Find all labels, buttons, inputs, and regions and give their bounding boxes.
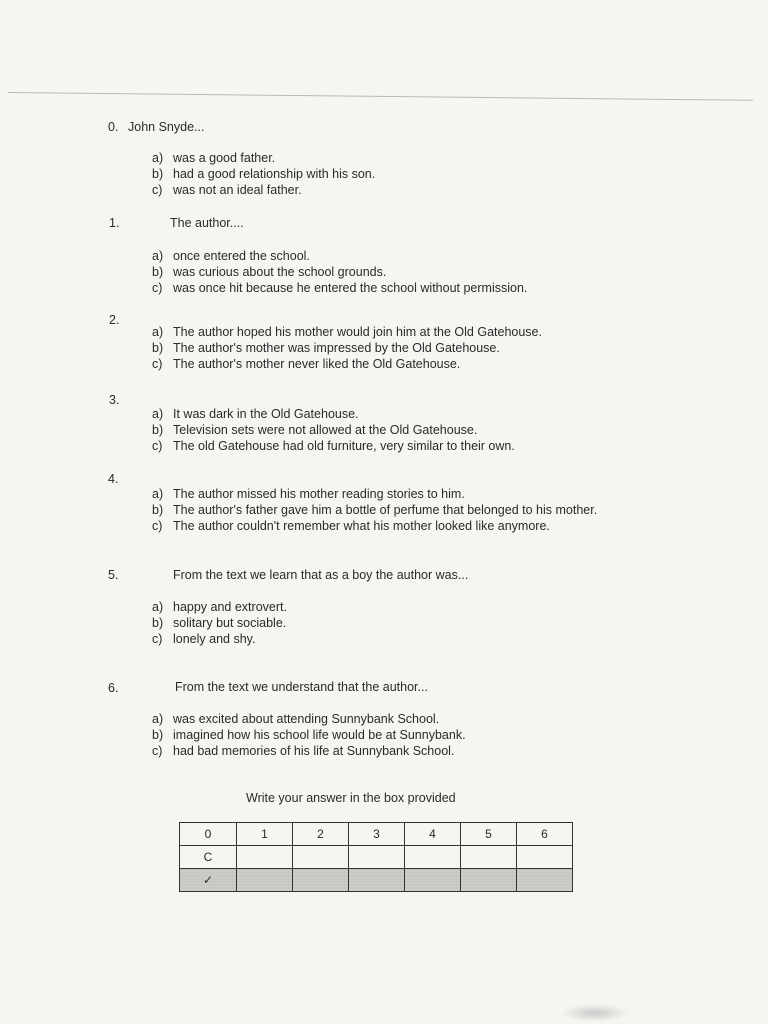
option-list <box>152 711 466 759</box>
header-cell-4: 4 <box>405 823 461 846</box>
option-b: b) imagined how his school life would be at Sunnybank. <box>152 728 466 742</box>
option-c: c) had bad memories of his life at Sunnybank School. <box>152 744 455 758</box>
header-cell-0: 0 <box>180 823 237 846</box>
question-number: 2. <box>109 313 120 327</box>
question-number: 0. <box>108 120 119 134</box>
option-b: b) The author's mother was impressed by the Old Gatehouse. <box>152 341 500 355</box>
answer-table-mark-row <box>180 869 573 892</box>
option-c: c) lonely and shy. <box>152 632 256 646</box>
option-c: c) was once hit because he entered the school without permission. <box>152 281 528 295</box>
header-cell-6: 6 <box>517 823 573 846</box>
option-a: a) was excited about attending Sunnybank School. <box>152 712 440 726</box>
answer-cell-2[interactable] <box>293 846 349 869</box>
mark-cell-0: ✓ <box>180 869 237 892</box>
question-number: 4. <box>108 472 119 486</box>
header-cell-5: 5 <box>461 823 517 846</box>
answer-cell-3[interactable] <box>349 846 405 869</box>
option-c: c) The old Gatehouse had old furniture, very similar to their own. <box>152 439 515 453</box>
question-number: 3. <box>109 393 120 407</box>
option-c: c) The author couldn't remember what his mother looked like anymore. <box>152 519 550 533</box>
question-number: 6. <box>108 681 119 695</box>
question-number: 5. <box>108 568 119 582</box>
answer-cell-5[interactable] <box>461 846 517 869</box>
answer-cell-1[interactable] <box>237 846 293 869</box>
option-list <box>152 406 515 454</box>
answer-cell-6[interactable] <box>517 846 573 869</box>
mark-cell-2 <box>293 869 349 892</box>
option-b: b) had a good relationship with his son. <box>152 167 376 181</box>
mark-cell-3 <box>349 869 405 892</box>
question-number: 1. <box>109 216 120 230</box>
mark-cell-4 <box>405 869 461 892</box>
option-a: a) The author missed his mother reading stories to him. <box>152 487 465 501</box>
option-c: c) The author's mother never liked the Old Gatehouse. <box>152 357 461 371</box>
answer-table <box>179 822 573 892</box>
answer-instruction: Write your answer in the box provided <box>246 791 456 805</box>
answer-cell-0[interactable]: C <box>180 846 237 869</box>
question-stem: The author.... <box>170 216 244 230</box>
option-list <box>152 248 527 296</box>
scan-smudge <box>560 1004 630 1022</box>
mark-cell-5 <box>461 869 517 892</box>
question-stem: From the text we learn that as a boy the author was... <box>173 568 469 582</box>
option-c: c) was not an ideal father. <box>152 183 302 197</box>
answer-cell-4[interactable] <box>405 846 461 869</box>
header-cell-2: 2 <box>293 823 349 846</box>
answer-table-header-row <box>180 823 573 846</box>
option-a: a) The author hoped his mother would join him at the Old Gatehouse. <box>152 325 542 339</box>
option-list <box>152 150 375 198</box>
header-cell-3: 3 <box>349 823 405 846</box>
header-cell-1: 1 <box>237 823 293 846</box>
option-a: a) happy and extrovert. <box>152 600 287 614</box>
option-list <box>152 324 542 372</box>
option-a: a) It was dark in the Old Gatehouse. <box>152 407 359 421</box>
option-list <box>152 486 597 534</box>
option-b: b) was curious about the school grounds. <box>152 265 387 279</box>
option-a: a) once entered the school. <box>152 249 310 263</box>
option-b: b) Television sets were not allowed at the Old Gatehouse. <box>152 423 478 437</box>
answer-table-answer-row <box>180 846 573 869</box>
question-stem: From the text we understand that the author... <box>175 680 428 694</box>
option-b: b) solitary but sociable. <box>152 616 287 630</box>
top-divider <box>8 92 753 101</box>
option-list <box>152 599 287 647</box>
mark-cell-6 <box>517 869 573 892</box>
option-b: b) The author's father gave him a bottle of perfume that belonged to his mother. <box>152 503 598 517</box>
question-stem: John Snyde... <box>128 120 205 134</box>
mark-cell-1 <box>237 869 293 892</box>
option-a: a) was a good father. <box>152 151 276 165</box>
